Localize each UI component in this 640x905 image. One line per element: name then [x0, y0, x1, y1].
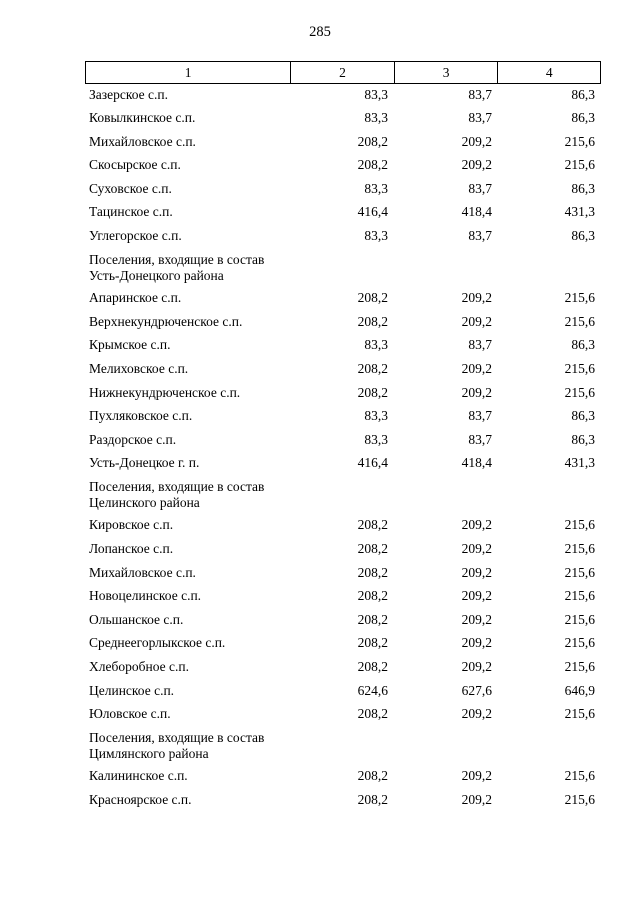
table-row	[85, 226, 601, 250]
settlement-name: Крымское с.п.	[89, 337, 171, 353]
table-row	[85, 335, 601, 359]
table-row	[85, 539, 601, 563]
value-col-4: 86,3	[571, 180, 595, 196]
value-col-3: 209,2	[461, 384, 492, 400]
value-col-3: 418,4	[461, 455, 492, 471]
settlement-name: Зазерское с.п.	[89, 86, 168, 102]
value-col-4: 646,9	[564, 682, 595, 698]
value-col-2: 208,2	[357, 791, 388, 807]
value-col-3: 209,2	[461, 290, 492, 306]
value-col-3: 83,7	[468, 180, 492, 196]
value-col-3: 209,2	[461, 360, 492, 376]
value-col-2: 208,2	[357, 313, 388, 329]
settlement-name: Апаринское с.п.	[89, 290, 182, 306]
value-col-3: 209,2	[461, 611, 492, 627]
value-col-3: 209,2	[461, 588, 492, 604]
table-row	[85, 358, 601, 382]
settlement-name: Пухляковское с.п.	[89, 408, 193, 424]
group-heading-row	[85, 727, 601, 766]
value-col-3: 83,7	[468, 337, 492, 353]
value-col-3: 209,2	[461, 768, 492, 784]
table-row	[85, 288, 601, 312]
value-col-3: 209,2	[461, 635, 492, 651]
value-col-3: 83,7	[468, 228, 492, 244]
value-col-3: 209,2	[461, 706, 492, 722]
value-col-2: 208,2	[357, 588, 388, 604]
value-col-4: 215,6	[564, 360, 595, 376]
table-row	[85, 131, 601, 155]
value-col-2: 208,2	[357, 541, 388, 556]
value-col-3: 83,7	[468, 431, 492, 447]
settlement-name: Ольшанское с.п.	[89, 611, 184, 627]
table-row	[85, 429, 601, 453]
value-col-3: 209,2	[461, 541, 492, 556]
value-col-3: 209,2	[461, 564, 492, 580]
settlement-name: Скосырское с.п.	[89, 157, 181, 173]
value-col-2: 416,4	[357, 455, 388, 471]
value-col-3: 627,6	[461, 682, 492, 698]
value-col-4: 215,6	[564, 588, 595, 604]
value-col-4: 431,3	[564, 204, 595, 220]
group-heading: Поселения, входящие в состав Усть-Донецкого района	[89, 251, 265, 284]
value-col-2: 208,2	[357, 611, 388, 627]
value-col-2	[290, 476, 394, 515]
value-col-4: 215,6	[564, 768, 595, 784]
settlement-name: Ковылкинское с.п.	[89, 110, 196, 126]
value-col-2: 208,2	[357, 360, 388, 376]
settlement-name: Среднеегорлыкское с.п.	[89, 635, 226, 651]
table-row	[85, 453, 601, 477]
group-heading: Поселения, входящие в состав Целинского района	[89, 478, 265, 511]
value-col-3: 418,4	[461, 204, 492, 220]
value-col-4: 215,6	[564, 313, 595, 329]
table-header	[85, 61, 601, 84]
value-col-4: 215,6	[564, 290, 595, 306]
value-col-4: 215,6	[564, 564, 595, 580]
value-col-2: 208,2	[357, 564, 388, 580]
settlement-name: Мелиховское с.п.	[89, 360, 189, 376]
settlement-name: Красноярское с.п.	[89, 791, 192, 807]
value-col-4: 86,3	[571, 408, 595, 424]
value-col-3: 83,7	[468, 86, 492, 102]
settlement-name: Целинское с.п.	[89, 682, 175, 698]
table-row	[85, 766, 601, 790]
settlement-name: Усть-Донецкое г. п.	[89, 455, 200, 471]
value-col-4: 86,3	[571, 228, 595, 244]
value-col-4: 431,3	[564, 455, 595, 471]
value-col-2: 208,2	[357, 133, 388, 149]
table-row	[85, 84, 601, 108]
value-col-2: 83,3	[364, 110, 388, 126]
value-col-4: 86,3	[571, 110, 595, 126]
table-row	[85, 680, 601, 704]
value-col-2: 208,2	[357, 290, 388, 306]
value-col-3	[394, 727, 498, 766]
value-col-3: 209,2	[461, 791, 492, 807]
value-col-4: 86,3	[571, 337, 595, 353]
settlement-name: Новоцелинское с.п.	[89, 588, 202, 604]
value-col-3	[394, 249, 498, 288]
table-row	[85, 789, 601, 813]
value-col-2: 83,3	[364, 180, 388, 196]
value-col-4: 215,6	[564, 517, 595, 533]
group-heading: Поселения, входящие в состав Цимлянского района	[89, 729, 265, 762]
settlement-name: Верхнекундрюченское с.п.	[89, 313, 243, 329]
table-row	[85, 382, 601, 406]
value-col-2: 83,3	[364, 408, 388, 424]
settlement-name: Нижнекундрюченское с.п.	[89, 384, 241, 400]
table-row	[85, 633, 601, 657]
settlement-name: Углегорское с.п.	[89, 228, 182, 244]
value-col-2: 624,6	[357, 682, 388, 698]
value-col-2: 83,3	[364, 337, 388, 353]
value-col-2: 208,2	[357, 157, 388, 173]
table-row	[85, 656, 601, 680]
group-heading-row	[85, 476, 601, 515]
value-col-2: 416,4	[357, 204, 388, 220]
value-col-2: 208,2	[357, 384, 388, 400]
value-col-4	[498, 727, 601, 766]
value-col-3	[394, 476, 498, 515]
header-col-3: 3	[394, 62, 498, 83]
table-row	[85, 704, 601, 728]
value-col-2: 83,3	[364, 431, 388, 447]
value-col-4: 215,6	[564, 157, 595, 173]
value-col-4: 215,6	[564, 384, 595, 400]
value-col-2: 208,2	[357, 706, 388, 722]
value-col-3: 209,2	[461, 658, 492, 674]
table-body	[85, 84, 601, 813]
header-col-2: 2	[290, 62, 394, 83]
value-col-4: 215,6	[564, 635, 595, 651]
table-row	[85, 406, 601, 430]
value-col-4: 86,3	[571, 431, 595, 447]
table-row	[85, 311, 601, 335]
value-col-4: 215,6	[564, 611, 595, 627]
value-col-4: 215,6	[564, 541, 595, 556]
value-col-3: 209,2	[461, 517, 492, 533]
page-number: 285	[309, 24, 331, 40]
value-col-2: 208,2	[357, 635, 388, 651]
value-col-2: 83,3	[364, 86, 388, 102]
value-col-4	[498, 476, 601, 515]
value-col-4: 86,3	[571, 86, 595, 102]
value-col-4	[498, 249, 601, 288]
value-col-2	[290, 727, 394, 766]
table-row	[85, 202, 601, 226]
settlement-name: Калининское с.п.	[89, 768, 188, 784]
table-row	[85, 108, 601, 132]
settlement-name: Суховское с.п.	[89, 180, 172, 196]
table-row	[85, 178, 601, 202]
settlement-name: Кировское с.п.	[89, 517, 174, 533]
settlement-name: Юловское с.п.	[89, 706, 171, 722]
value-col-3: 83,7	[468, 408, 492, 424]
value-col-3: 209,2	[461, 157, 492, 173]
value-col-3: 209,2	[461, 313, 492, 329]
group-heading-row	[85, 249, 601, 288]
value-col-3: 83,7	[468, 110, 492, 126]
settlement-name: Тацинское с.п.	[89, 204, 173, 220]
value-col-2: 208,2	[357, 658, 388, 674]
settlement-name: Михайловское с.п.	[89, 133, 196, 149]
table-row	[85, 515, 601, 539]
settlement-name: Хлеборобное с.п.	[89, 658, 189, 674]
value-col-2: 83,3	[364, 228, 388, 244]
value-col-2: 208,2	[357, 768, 388, 784]
header-col-1: 1	[184, 65, 192, 80]
value-col-4: 215,6	[564, 706, 595, 722]
table-row	[85, 155, 601, 179]
value-col-2: 208,2	[357, 517, 388, 533]
settlement-name: Лопанское с.п.	[89, 541, 174, 556]
value-col-3: 209,2	[461, 133, 492, 149]
data-table	[85, 61, 601, 813]
settlement-name: Михайловское с.п.	[89, 564, 196, 580]
table-row	[85, 586, 601, 610]
value-col-4: 215,6	[564, 133, 595, 149]
value-col-4: 215,6	[564, 791, 595, 807]
table-row	[85, 562, 601, 586]
value-col-2	[290, 249, 394, 288]
table-row	[85, 609, 601, 633]
settlement-name: Раздорское с.п.	[89, 431, 177, 447]
header-col-4: 4	[497, 62, 600, 83]
value-col-4: 215,6	[564, 658, 595, 674]
